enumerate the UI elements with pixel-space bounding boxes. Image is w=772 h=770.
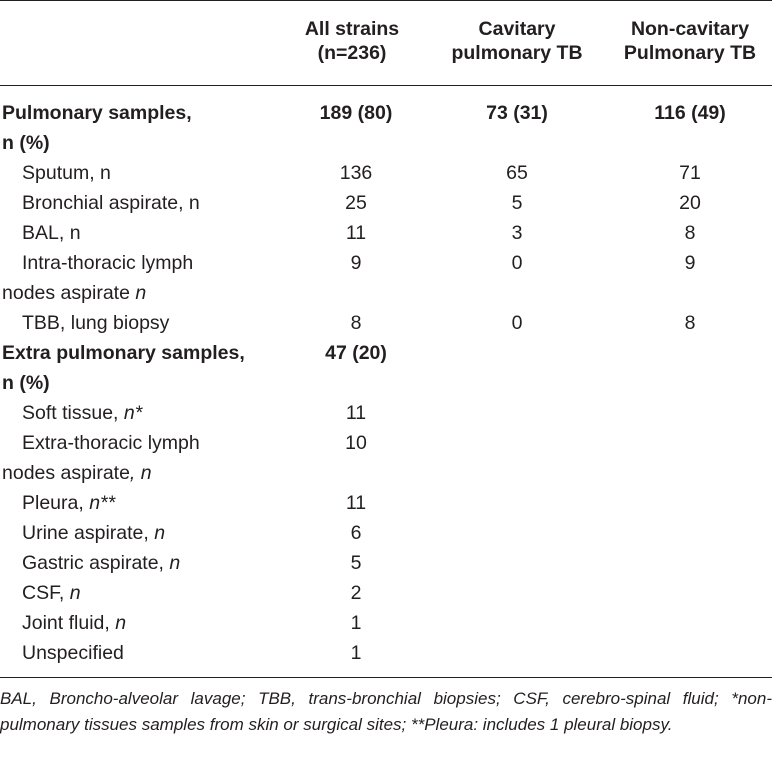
pulmonary-samples-title: Pulmonary samples, <box>2 102 192 124</box>
row-all-csf: 2 <box>350 582 362 604</box>
bottom-rule <box>0 677 772 678</box>
row-noncav-bal: 8 <box>684 222 696 244</box>
row-all-extra-thoracic: 10 <box>345 432 367 454</box>
row-label-urine-aspirate: Urine aspirate, n <box>22 522 166 544</box>
row-noncav-tbb: 8 <box>684 312 696 334</box>
extra-pulmonary-title-cont: n (%) <box>2 372 50 394</box>
row-label-pleura: Pleura, n** <box>22 492 116 514</box>
header-non-cavitary: Non-cavitary Pulmonary TB <box>623 18 757 64</box>
row-all-urine-aspirate: 6 <box>350 522 362 544</box>
extra-pulmonary-title: Extra pulmonary samples, <box>2 342 245 364</box>
header-all-strains: All strains (n=236) <box>304 18 400 64</box>
row-cav-intra-thoracic: 0 <box>511 252 523 274</box>
row-all-gastric-aspirate: 5 <box>350 552 362 574</box>
row-all-unspecified: 1 <box>350 642 362 664</box>
pulmonary-all: 189 (80) <box>319 102 393 124</box>
row-all-bronchial-aspirate: 25 <box>345 192 367 214</box>
row-all-intra-thoracic: 9 <box>350 252 362 274</box>
row-cav-bronchial-aspirate: 5 <box>511 192 523 214</box>
row-all-soft-tissue: 11 <box>345 402 367 424</box>
row-label-unspecified: Unspecified <box>22 642 124 664</box>
pulmonary-non-cavitary: 116 (49) <box>654 102 726 124</box>
row-all-bal: 11 <box>345 222 367 244</box>
row-all-sputum: 136 <box>339 162 373 184</box>
extra-pulmonary-all: 47 (20) <box>325 342 387 364</box>
row-noncav-intra-thoracic: 9 <box>684 252 696 274</box>
pulmonary-samples-title-cont: n (%) <box>2 132 50 154</box>
row-label-extra-thoracic: Extra-thoracic lymph <box>22 432 200 454</box>
row-all-joint-fluid: 1 <box>350 612 362 634</box>
top-rule <box>0 0 772 1</box>
row-label-tbb: TBB, lung biopsy <box>22 312 170 334</box>
row-label-joint-fluid: Joint fluid, n <box>22 612 127 634</box>
row-label-soft-tissue: Soft tissue, n* <box>22 402 143 424</box>
row-label-gastric-aspirate: Gastric aspirate, n <box>22 552 181 574</box>
row-noncav-sputum: 71 <box>679 162 701 184</box>
row-label-csf: CSF, n <box>22 582 81 604</box>
row-cav-tbb: 0 <box>511 312 523 334</box>
row-label-intra-thoracic-cont: nodes aspirate n <box>2 282 147 304</box>
row-label-intra-thoracic: Intra-thoracic lymph <box>22 252 194 274</box>
row-label-bal: BAL, n <box>22 222 81 244</box>
row-cav-bal: 3 <box>511 222 523 244</box>
row-label-extra-thoracic-cont: nodes aspirate, n <box>2 462 152 484</box>
row-label-bronchial-aspirate: Bronchial aspirate, n <box>22 192 200 214</box>
row-noncav-bronchial-aspirate: 20 <box>679 192 701 214</box>
header-cavitary: Cavitary pulmonary TB <box>451 18 583 64</box>
table-footnote: BAL, Broncho-alveolar lavage; TBB, trans-bronchial biopsies; CSF, cerebro-spinal fluid; *non-pulmonary tissues samples from skin or surgical sites; **Pleura: includes 1 pleural biopsy. <box>0 689 772 734</box>
row-cav-sputum: 65 <box>506 162 528 184</box>
row-all-pleura: 11 <box>345 492 367 514</box>
row-all-tbb: 8 <box>350 312 362 334</box>
pulmonary-cavitary: 73 (31) <box>486 102 548 124</box>
row-label-sputum: Sputum, n <box>22 162 111 184</box>
header-rule <box>0 85 772 86</box>
